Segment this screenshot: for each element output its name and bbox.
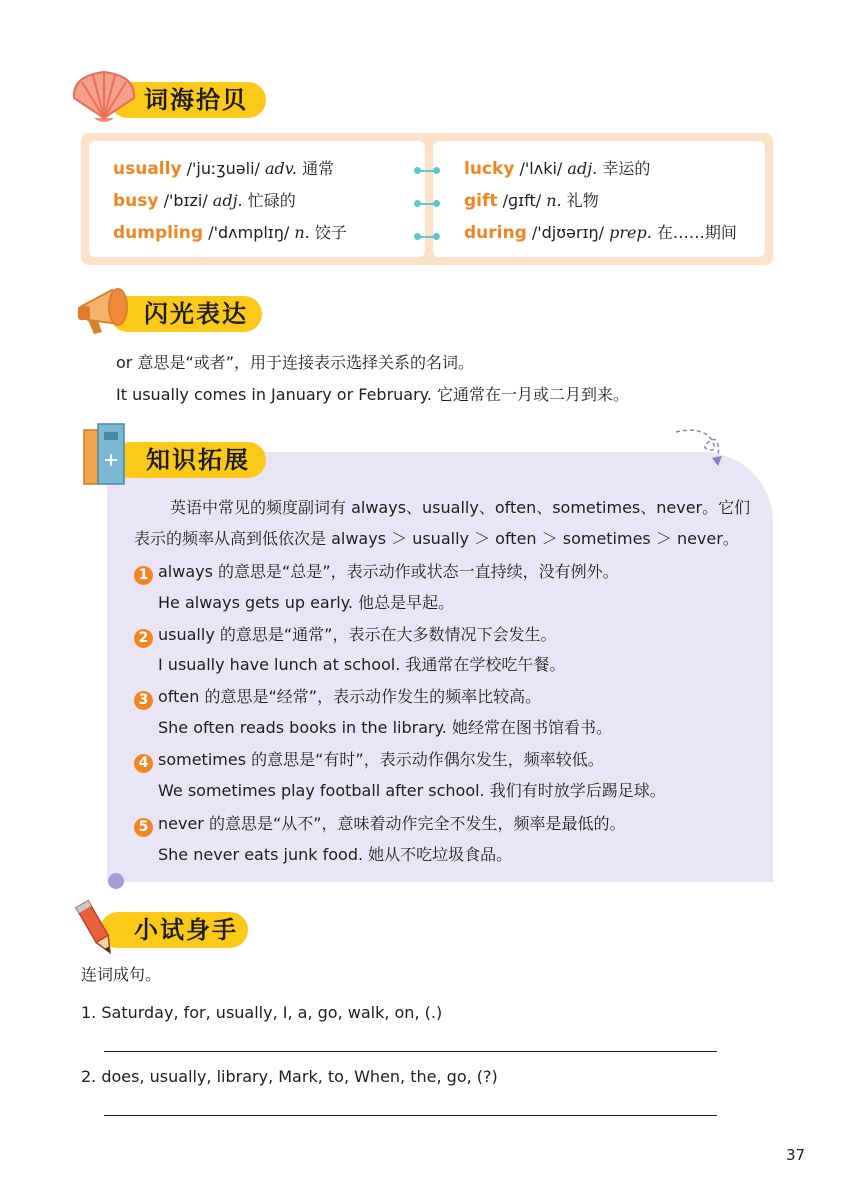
number-badge: 5 (134, 818, 153, 837)
knowledge-example: She never eats junk food. 她从不吃垃圾食品。 (158, 845, 513, 864)
vocab-entry: dumpling /'dʌmplɪŋ/ n. 饺子 (113, 223, 347, 243)
connector-icon (417, 170, 437, 172)
knowledge-intro: 表示的频率从高到低依次是 always ＞ usually ＞ often ＞ sometimes ＞ never。 (134, 529, 739, 548)
page-number: 37 (786, 1146, 806, 1164)
seashell-icon (68, 68, 140, 126)
answer-line[interactable] (104, 1115, 717, 1116)
express-line: or 意思是“或者”，用于连接表示选择关系的名词。 (116, 353, 475, 372)
dashed-arrow-icon (672, 426, 732, 470)
express-line: It usually comes in January or February. 它通常在一月或二月到来。 (116, 385, 630, 404)
knowledge-item: 3 often 的意思是“经常”，表示动作发生的频率比较高。 (134, 687, 541, 710)
pencil-icon (72, 896, 122, 960)
knowledge-item: 2 usually 的意思是“通常”，表示在大多数情况下会发生。 (134, 625, 556, 648)
knowledge-item: 1 always 的意思是“总是”，表示动作或状态一直持续，没有例外。 (134, 562, 619, 585)
connector-icon (417, 236, 437, 238)
bullet-dot (108, 873, 124, 889)
knowledge-example: We sometimes play football after school. 我们有时放学后踢足球。 (158, 781, 666, 800)
vocab-entry: gift /ɡɪft/ n. 礼物 (464, 191, 599, 211)
megaphone-icon (74, 282, 140, 340)
practice-question: 2. does, usually, library, Mark, to, When, the, go, (?) (81, 1067, 498, 1086)
vocab-entry: lucky /'lʌki/ adj. 幸运的 (464, 159, 651, 179)
knowledge-item: 5 never 的意思是“从不”，意味着动作完全不发生，频率是最低的。 (134, 814, 626, 837)
number-badge: 2 (134, 629, 153, 648)
knowledge-example: I usually have lunch at school. 我通常在学校吃午餐。 (158, 655, 566, 674)
practice-instruction: 连词成句。 (81, 965, 162, 984)
connector-icon (417, 203, 437, 205)
knowledge-intro: 英语中常见的频度副词有 always、usually、often、sometimes、never。它们 (170, 498, 751, 517)
knowledge-item: 4 sometimes 的意思是“有时”，表示动作偶尔发生，频率较低。 (134, 750, 604, 773)
vocab-entry: during /'djʊərɪŋ/ prep. 在……期间 (464, 223, 737, 243)
knowledge-example: She often reads books in the library. 她经常在图书馆看书。 (158, 718, 612, 737)
practice-section-title: 小试身手 (100, 912, 248, 948)
vocab-entry: busy /'bɪzi/ adj. 忙碌的 (113, 191, 296, 211)
knowledge-example: He always gets up early. 他总是早起。 (158, 593, 455, 612)
practice-question: 1. Saturday, for, usually, I, a, go, walk, on, (.) (81, 1003, 443, 1022)
number-badge: 4 (134, 754, 153, 773)
answer-line[interactable] (104, 1051, 717, 1052)
vocab-entry: usually /'juːʒuəli/ adv. 通常 (113, 159, 335, 179)
vocab-section-title: 词海拾贝 (110, 82, 266, 118)
number-badge: 3 (134, 691, 153, 710)
express-section-title: 闪光表达 (110, 296, 262, 332)
knowledge-section-title: 知识拓展 (112, 442, 266, 478)
books-icon (82, 420, 130, 488)
number-badge: 1 (134, 566, 153, 585)
